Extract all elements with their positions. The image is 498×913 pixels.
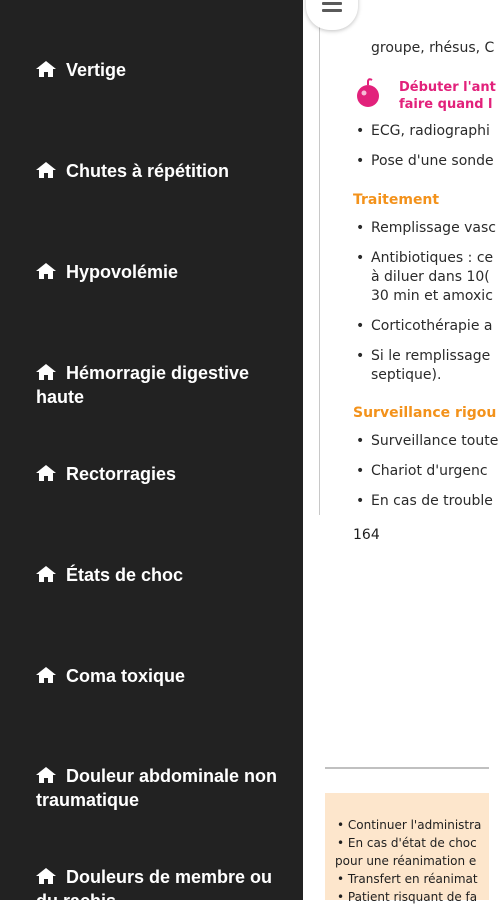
home-icon xyxy=(36,566,56,582)
box-line: • Continuer l'administra xyxy=(337,818,482,832)
nav-item-hypovolemie[interactable] xyxy=(36,260,281,284)
home-icon xyxy=(36,667,56,683)
nav-item-label: Douleur abdominale non traumatique xyxy=(36,766,278,810)
doc-line: groupe, rhésus, C xyxy=(371,40,495,56)
box-line: • Transfert en réanimat xyxy=(337,872,478,886)
bullet-item-cont: 30 min et amoxic xyxy=(371,288,493,304)
box-line: pour une réanimation e xyxy=(335,854,477,868)
nav-item-coma-toxique[interactable] xyxy=(36,664,281,688)
nav-item-douleurs-membre[interactable] xyxy=(36,865,281,913)
bullet-item-cont: à diluer dans 10( xyxy=(371,269,490,285)
box-line: • Patient risquant de fa xyxy=(337,890,478,904)
nav-item-chutes[interactable] xyxy=(36,159,281,183)
document-page xyxy=(303,0,498,904)
alert-bomb-icon xyxy=(355,78,381,108)
nav-item-hemorragie[interactable] xyxy=(36,361,281,409)
nav-item-label: États de choc xyxy=(66,565,184,585)
home-icon xyxy=(36,767,56,783)
nav-item-etats-de-choc[interactable] xyxy=(36,563,281,587)
nav-item-label: Douleurs de membre ou du rachis xyxy=(36,867,273,911)
margin-rule xyxy=(319,0,320,515)
nav-item-label: Rectorragies xyxy=(66,464,177,484)
bullet-item: • Remplissage vasc xyxy=(371,220,496,236)
page-number: 164 xyxy=(353,527,380,543)
nav-item-label: Chutes à répétition xyxy=(66,161,230,181)
bullet-item: • Corticothérapie a xyxy=(371,318,492,334)
bullet-item: • Antibiotiques : ce xyxy=(371,250,493,266)
box-line: • En cas d'état de choc xyxy=(337,836,477,850)
alert-text-line: Débuter l'ant xyxy=(399,80,496,95)
bullet-item: • Surveillance toute xyxy=(371,433,498,449)
home-icon xyxy=(36,162,56,178)
home-icon xyxy=(36,61,56,77)
nav-item-label: Hypovolémie xyxy=(66,262,179,282)
nav-item-vertige[interactable] xyxy=(36,58,281,82)
summary-box xyxy=(325,793,489,904)
home-icon xyxy=(36,465,56,481)
section-heading: Surveillance rigou xyxy=(353,405,497,421)
bullet-item: • En cas de trouble xyxy=(371,493,493,509)
alert-text-line: faire quand l xyxy=(399,97,493,112)
home-icon xyxy=(36,364,56,380)
page-separator xyxy=(325,767,489,769)
bullet-item: • Chariot d'urgenc xyxy=(371,463,488,479)
bullet-item: • Si le remplissage xyxy=(371,348,490,364)
nav-item-label: Vertige xyxy=(66,60,127,80)
home-icon xyxy=(36,263,56,279)
nav-item-douleur-abdominale[interactable] xyxy=(36,764,281,812)
bullet-item: • ECG, radiographi xyxy=(371,123,490,139)
section-heading: Traitement xyxy=(353,192,440,208)
nav-item-rectorragies[interactable] xyxy=(36,462,281,486)
bullet-item-cont: septique). xyxy=(371,367,442,383)
nav-item-label: Hémorragie digestive haute xyxy=(36,363,250,407)
bullet-item: • Pose d'une sonde xyxy=(371,153,494,169)
home-icon xyxy=(36,868,56,884)
nav-item-label: Coma toxique xyxy=(66,666,186,686)
